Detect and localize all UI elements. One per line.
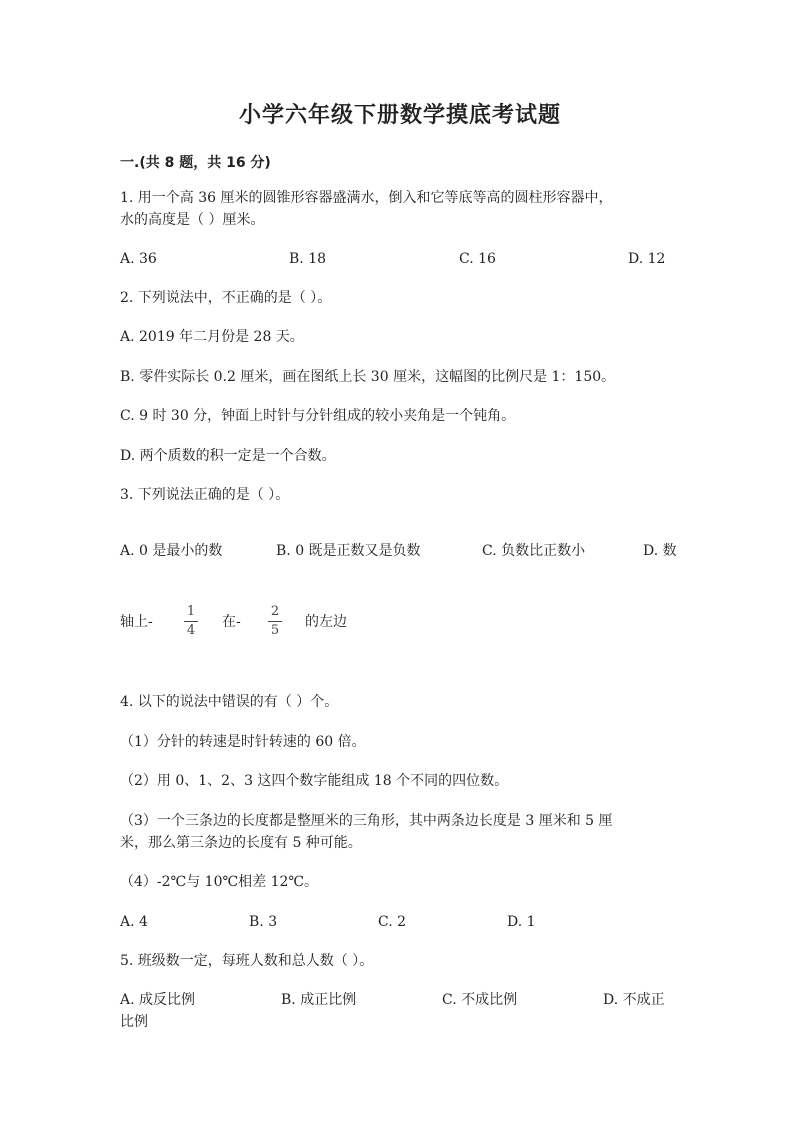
q5-option-b: B. 成正比例 (281, 992, 357, 1008)
q1-stem-line2: 水的高度是（ ）厘米。 (120, 212, 265, 228)
q5-option-d-wrap: 比例 (120, 1014, 148, 1030)
q4-option-a: A. 4 (120, 914, 148, 930)
q2-option-b: B. 零件实际长 0.2 厘米，画在图纸上长 30 厘米，这幅图的比例尺是 1：150。 (120, 369, 616, 385)
q3-option-d-prefix: 轴上- (120, 614, 153, 630)
q3-option-c: C. 负数比正数小 (482, 543, 586, 559)
q4-statement-3-line1: （3）一个三条边的长度都是整厘米的三角形，其中两条边长度是 3 厘米和 5 厘 (120, 813, 613, 829)
q4-statement-2: （2）用 0、1、2、3 这四个数字能组成 18 个不同的四位数。 (120, 773, 509, 789)
q4-option-d: D. 1 (507, 914, 536, 930)
q4-statement-4: （4）-2℃与 10℃相差 12℃。 (120, 874, 319, 890)
q1-option-b: B. 18 (289, 251, 327, 267)
q5-option-a: A. 成反比例 (120, 992, 196, 1008)
q1-option-d: D. 12 (628, 251, 666, 267)
fraction-bar (184, 621, 198, 622)
q3-option-d-suffix: 的左边 (305, 614, 347, 630)
q1-stem-line1: 1. 用一个高 36 厘米的圆锥形容器盛满水，倒入和它等底等高的圆柱形容器中， (120, 190, 613, 206)
fraction-one-fourth (184, 604, 198, 639)
fraction-denominator: 4 (186, 623, 196, 638)
q3-option-a: A. 0 是最小的数 (120, 543, 223, 559)
q2-option-d: D. 两个质数的积一定是一个合数。 (120, 448, 336, 464)
fraction-bar (268, 621, 282, 622)
q2-stem: 2. 下列说法中，不正确的是（ ）。 (120, 290, 332, 306)
fraction-numerator: 1 (186, 604, 196, 619)
q4-statement-1: （1）分针的转速是时针转速的 60 倍。 (120, 734, 366, 750)
q1-option-a: A. 36 (120, 251, 157, 267)
q5-option-d: D. 不成正 (603, 992, 665, 1008)
q4-option-b: B. 3 (249, 914, 278, 930)
fraction-numerator: 2 (270, 604, 280, 619)
q5-option-c: C. 不成比例 (442, 992, 518, 1008)
q3-option-d-mid: 在- (222, 614, 241, 630)
q3-option-d: D. 数 (643, 543, 677, 559)
q2-option-c: C. 9 时 30 分，钟面上时针与分针组成的较小夹角是一个钝角。 (120, 408, 516, 424)
fraction-denominator: 5 (270, 623, 280, 638)
q2-option-a: A. 2019 年二月份是 28 天。 (120, 329, 304, 345)
q5-stem: 5. 班级数一定，每班人数和总人数（ ）。 (120, 953, 374, 969)
fraction-two-fifths (268, 604, 282, 639)
q1-option-c: C. 16 (459, 251, 496, 267)
page-title: 小学六年级下册数学摸底考试题 (238, 103, 561, 128)
q4-option-c: C. 2 (378, 914, 407, 930)
q3-option-b: B. 0 既是正数又是负数 (276, 543, 421, 559)
q4-statement-3-line2: 米，那么第三条边的长度有 5 种可能。 (120, 835, 362, 851)
q3-stem: 3. 下列说法正确的是（ ）。 (120, 487, 290, 503)
section-header: 一.(共 8 题，共 16 分) (120, 155, 271, 171)
q4-stem: 4. 以下的说法中错误的有（ ）个。 (120, 694, 339, 710)
